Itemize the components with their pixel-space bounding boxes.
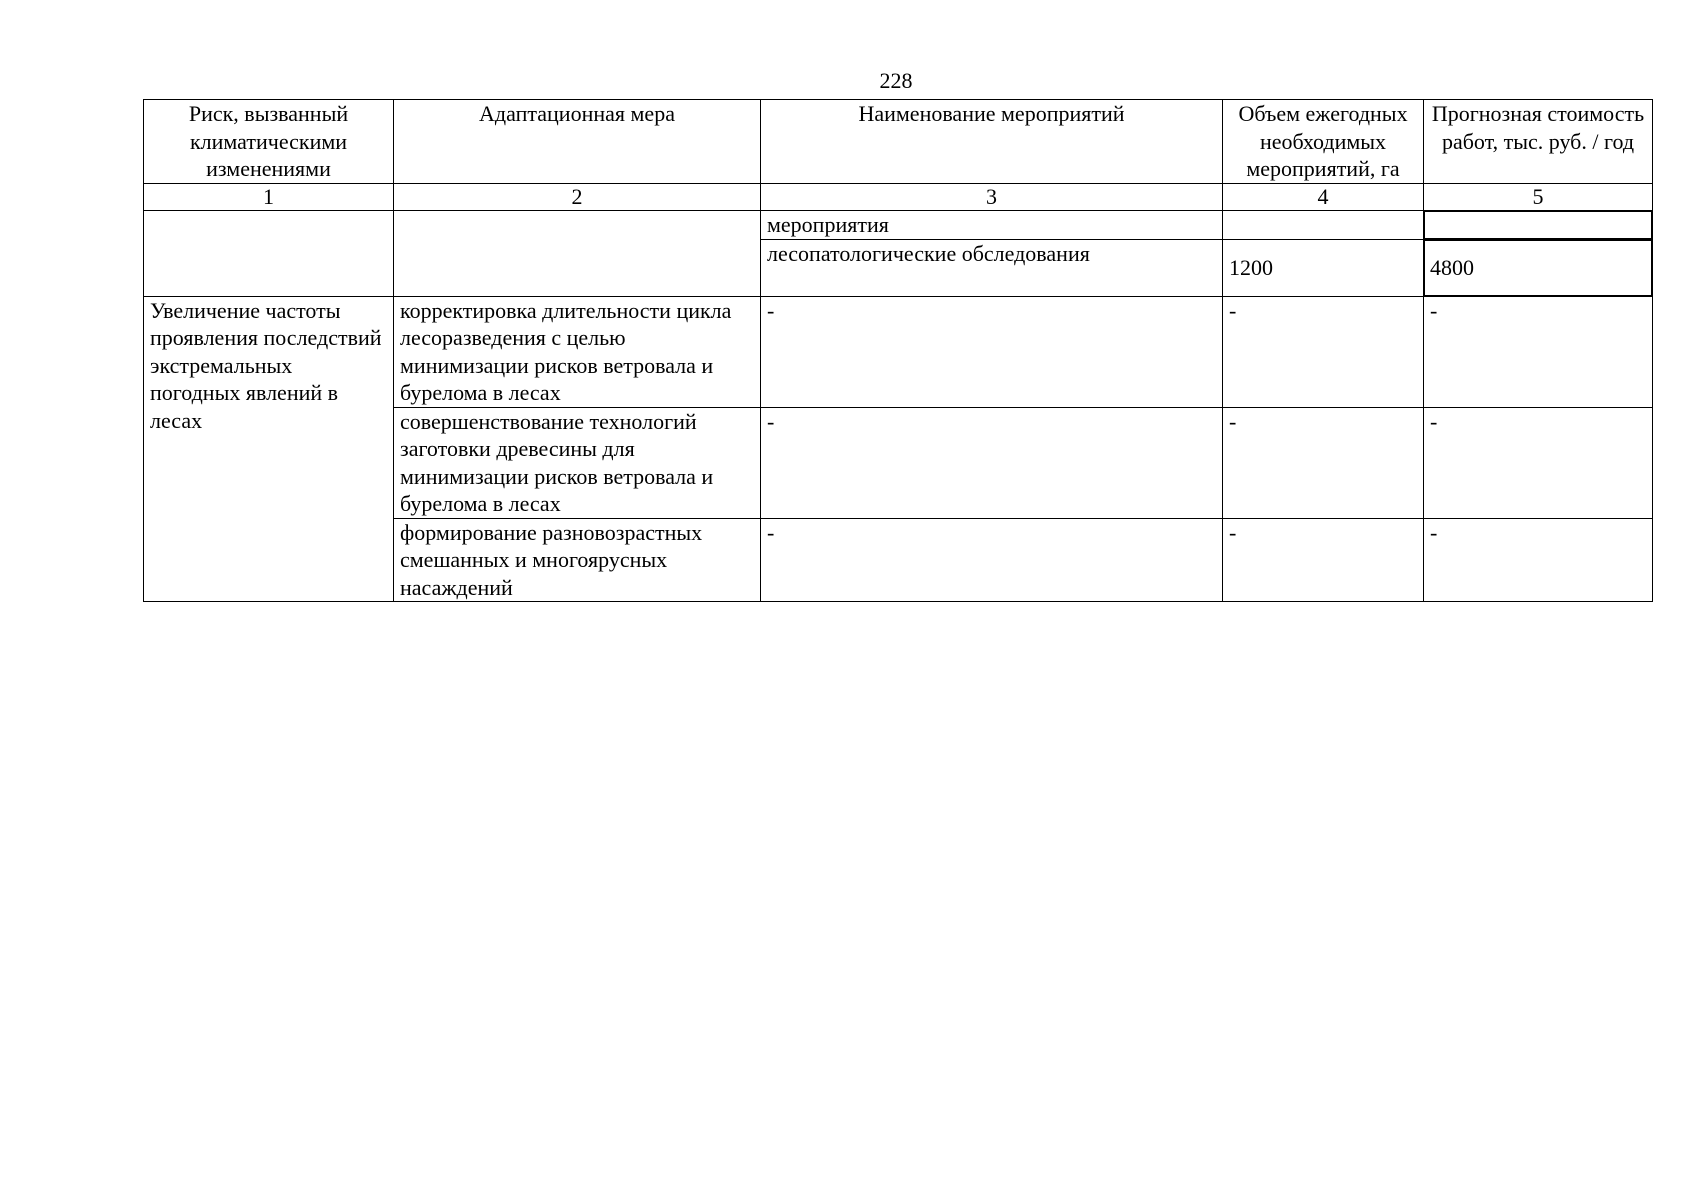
header-adaptation-measure: Адаптационная мера (394, 100, 761, 184)
event-cell: - (761, 296, 1223, 407)
page-number: 228 (879, 68, 913, 93)
event-cell: - (761, 518, 1223, 602)
column-number: 5 (1424, 183, 1653, 210)
table-header-row (144, 100, 1653, 184)
column-number: 1 (144, 183, 394, 210)
header-annual-volume: Объем ежегодных необходимых мероприятий, га (1223, 100, 1424, 184)
volume-cell: 1200 (1223, 239, 1424, 296)
cost-cell (1424, 210, 1653, 239)
event-cell: лесопатологические обследования (761, 239, 1223, 296)
risk-cell: Увеличение частоты проявления последствий экстремальных погодных явлений в лесах (144, 296, 394, 602)
header-event-name: Наименование мероприятий (761, 100, 1223, 184)
column-number: 3 (761, 183, 1223, 210)
header-forecast-cost: Прогнозная стоимость работ, тыс. руб. / год (1424, 100, 1653, 184)
event-cell: - (761, 407, 1223, 518)
cost-cell: - (1424, 518, 1653, 602)
empty-risk-cell (144, 210, 394, 296)
table-row (144, 296, 1653, 407)
measure-cell: совершенствование технологий заготовки древесины для минимизации рисков ветровала и бурелома в лесах (394, 407, 761, 518)
table-row (144, 210, 1653, 239)
measure-cell: формирование разновозрастных смешанных и многоярусных насаждений (394, 518, 761, 602)
header-risk: Риск, вызванный климатическими изменениями (144, 100, 394, 184)
event-cell: мероприятия (761, 210, 1223, 239)
cost-cell: - (1424, 407, 1653, 518)
measure-cell: корректировка длительности цикла лесоразведения с целью минимизации рисков ветровала и бурелома в лесах (394, 296, 761, 407)
column-number: 4 (1223, 183, 1424, 210)
empty-measure-cell (394, 210, 761, 296)
adaptation-measures-table (143, 99, 1653, 602)
cost-cell: 4800 (1424, 239, 1653, 296)
column-number-row (144, 183, 1653, 210)
volume-cell: - (1223, 296, 1424, 407)
volume-cell: - (1223, 407, 1424, 518)
cost-cell: - (1424, 296, 1653, 407)
volume-cell: - (1223, 518, 1424, 602)
volume-cell (1223, 210, 1424, 239)
column-number: 2 (394, 183, 761, 210)
